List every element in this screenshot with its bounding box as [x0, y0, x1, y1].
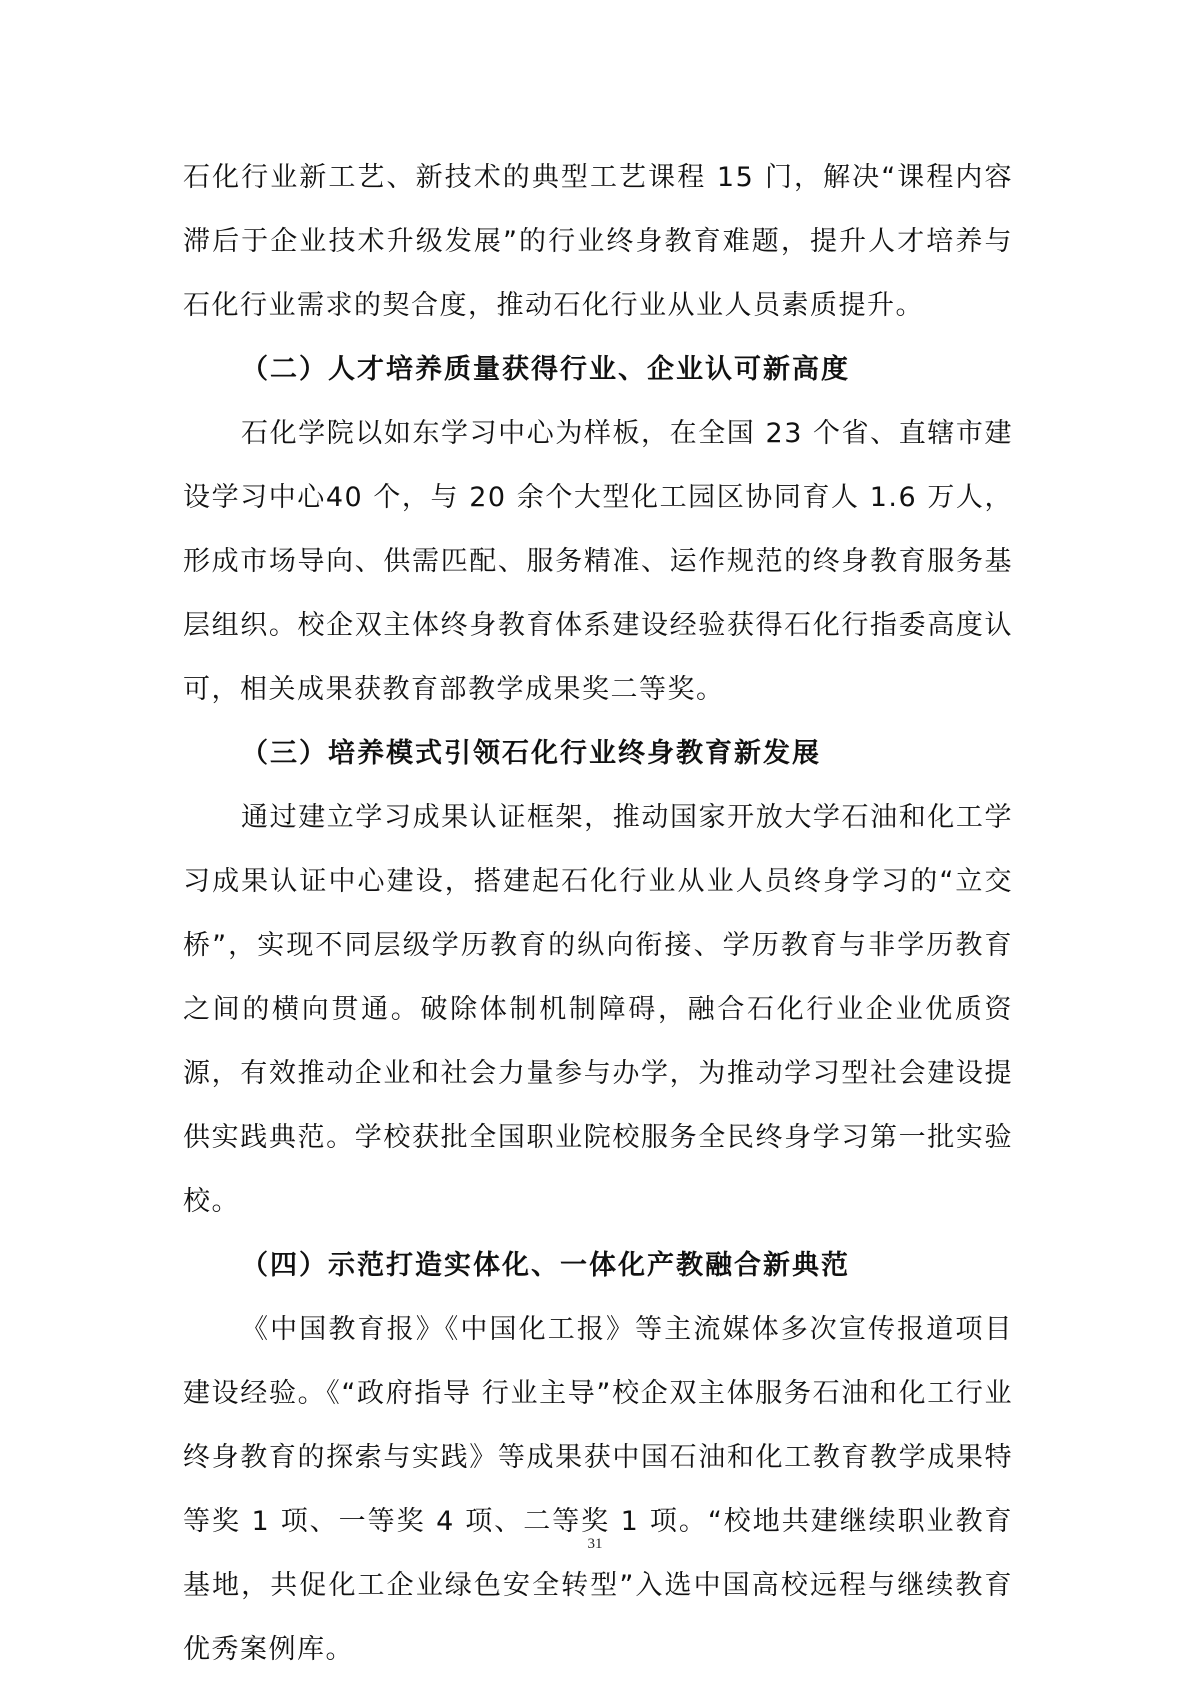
paragraph-section-2: 石化学院以如东学习中心为样板，在全国 23 个省、直辖市建设学习中心40 个，与 20 余个大型化工园区协同育人 1.6 万人，形成市场导向、供需匹配、服务精准、运作规范的终身教育服务基层组织。校企双主体终身教育体系建设经验获得石化行指委高度认可，相关成果获教育部教学成果奖二等奖。: [183, 418, 1013, 705]
paragraph-continued: 石化行业新工艺、新技术的典型工艺课程 15 门，解决“课程内容滞后于企业技术升级发展”的行业终身教育难题，提升人才培养与石化行业需求的契合度，推动石化行业从业人员素质提升。: [183, 162, 1013, 321]
body-text: [183, 146, 1013, 1682]
section-heading-4: （四）示范打造实体化、一体化产教融合新典范: [241, 1250, 850, 1281]
section-heading-2: （二）人才培养质量获得行业、企业认可新高度: [241, 354, 850, 385]
section-heading-3: （三）培养模式引领石化行业终身教育新发展: [241, 738, 821, 769]
page-number: 31: [587, 1536, 603, 1552]
paragraph-section-3: 通过建立学习成果认证框架，推动国家开放大学石油和化工学习成果认证中心建设，搭建起石化行业从业人员终身学习的“立交桥”，实现不同层级学历教育的纵向衔接、学历教育与非学历教育之间的横向贯通。破除体制机制障碍，融合石化行业企业优质资源，有效推动企业和社会力量参与办学，为推动学习型社会建设提供实践典范。学校获批全国职业院校服务全民终身学习第一批实验校。: [183, 802, 1013, 1217]
paragraph-section-4: 《中国教育报》《中国化工报》等主流媒体多次宣传报道项目建设经验。《“政府指导 行业主导”校企双主体服务石油和化工行业终身教育的探索与实践》等成果获中国石油和化工教育教学成果特等奖 1 项、一等奖 4 项、二等奖 1 项。“校地共建继续职业教育基地，共促化工企业绿色安全转型”入选中国高校远程与继续教育优秀案例库。: [183, 1314, 1013, 1665]
